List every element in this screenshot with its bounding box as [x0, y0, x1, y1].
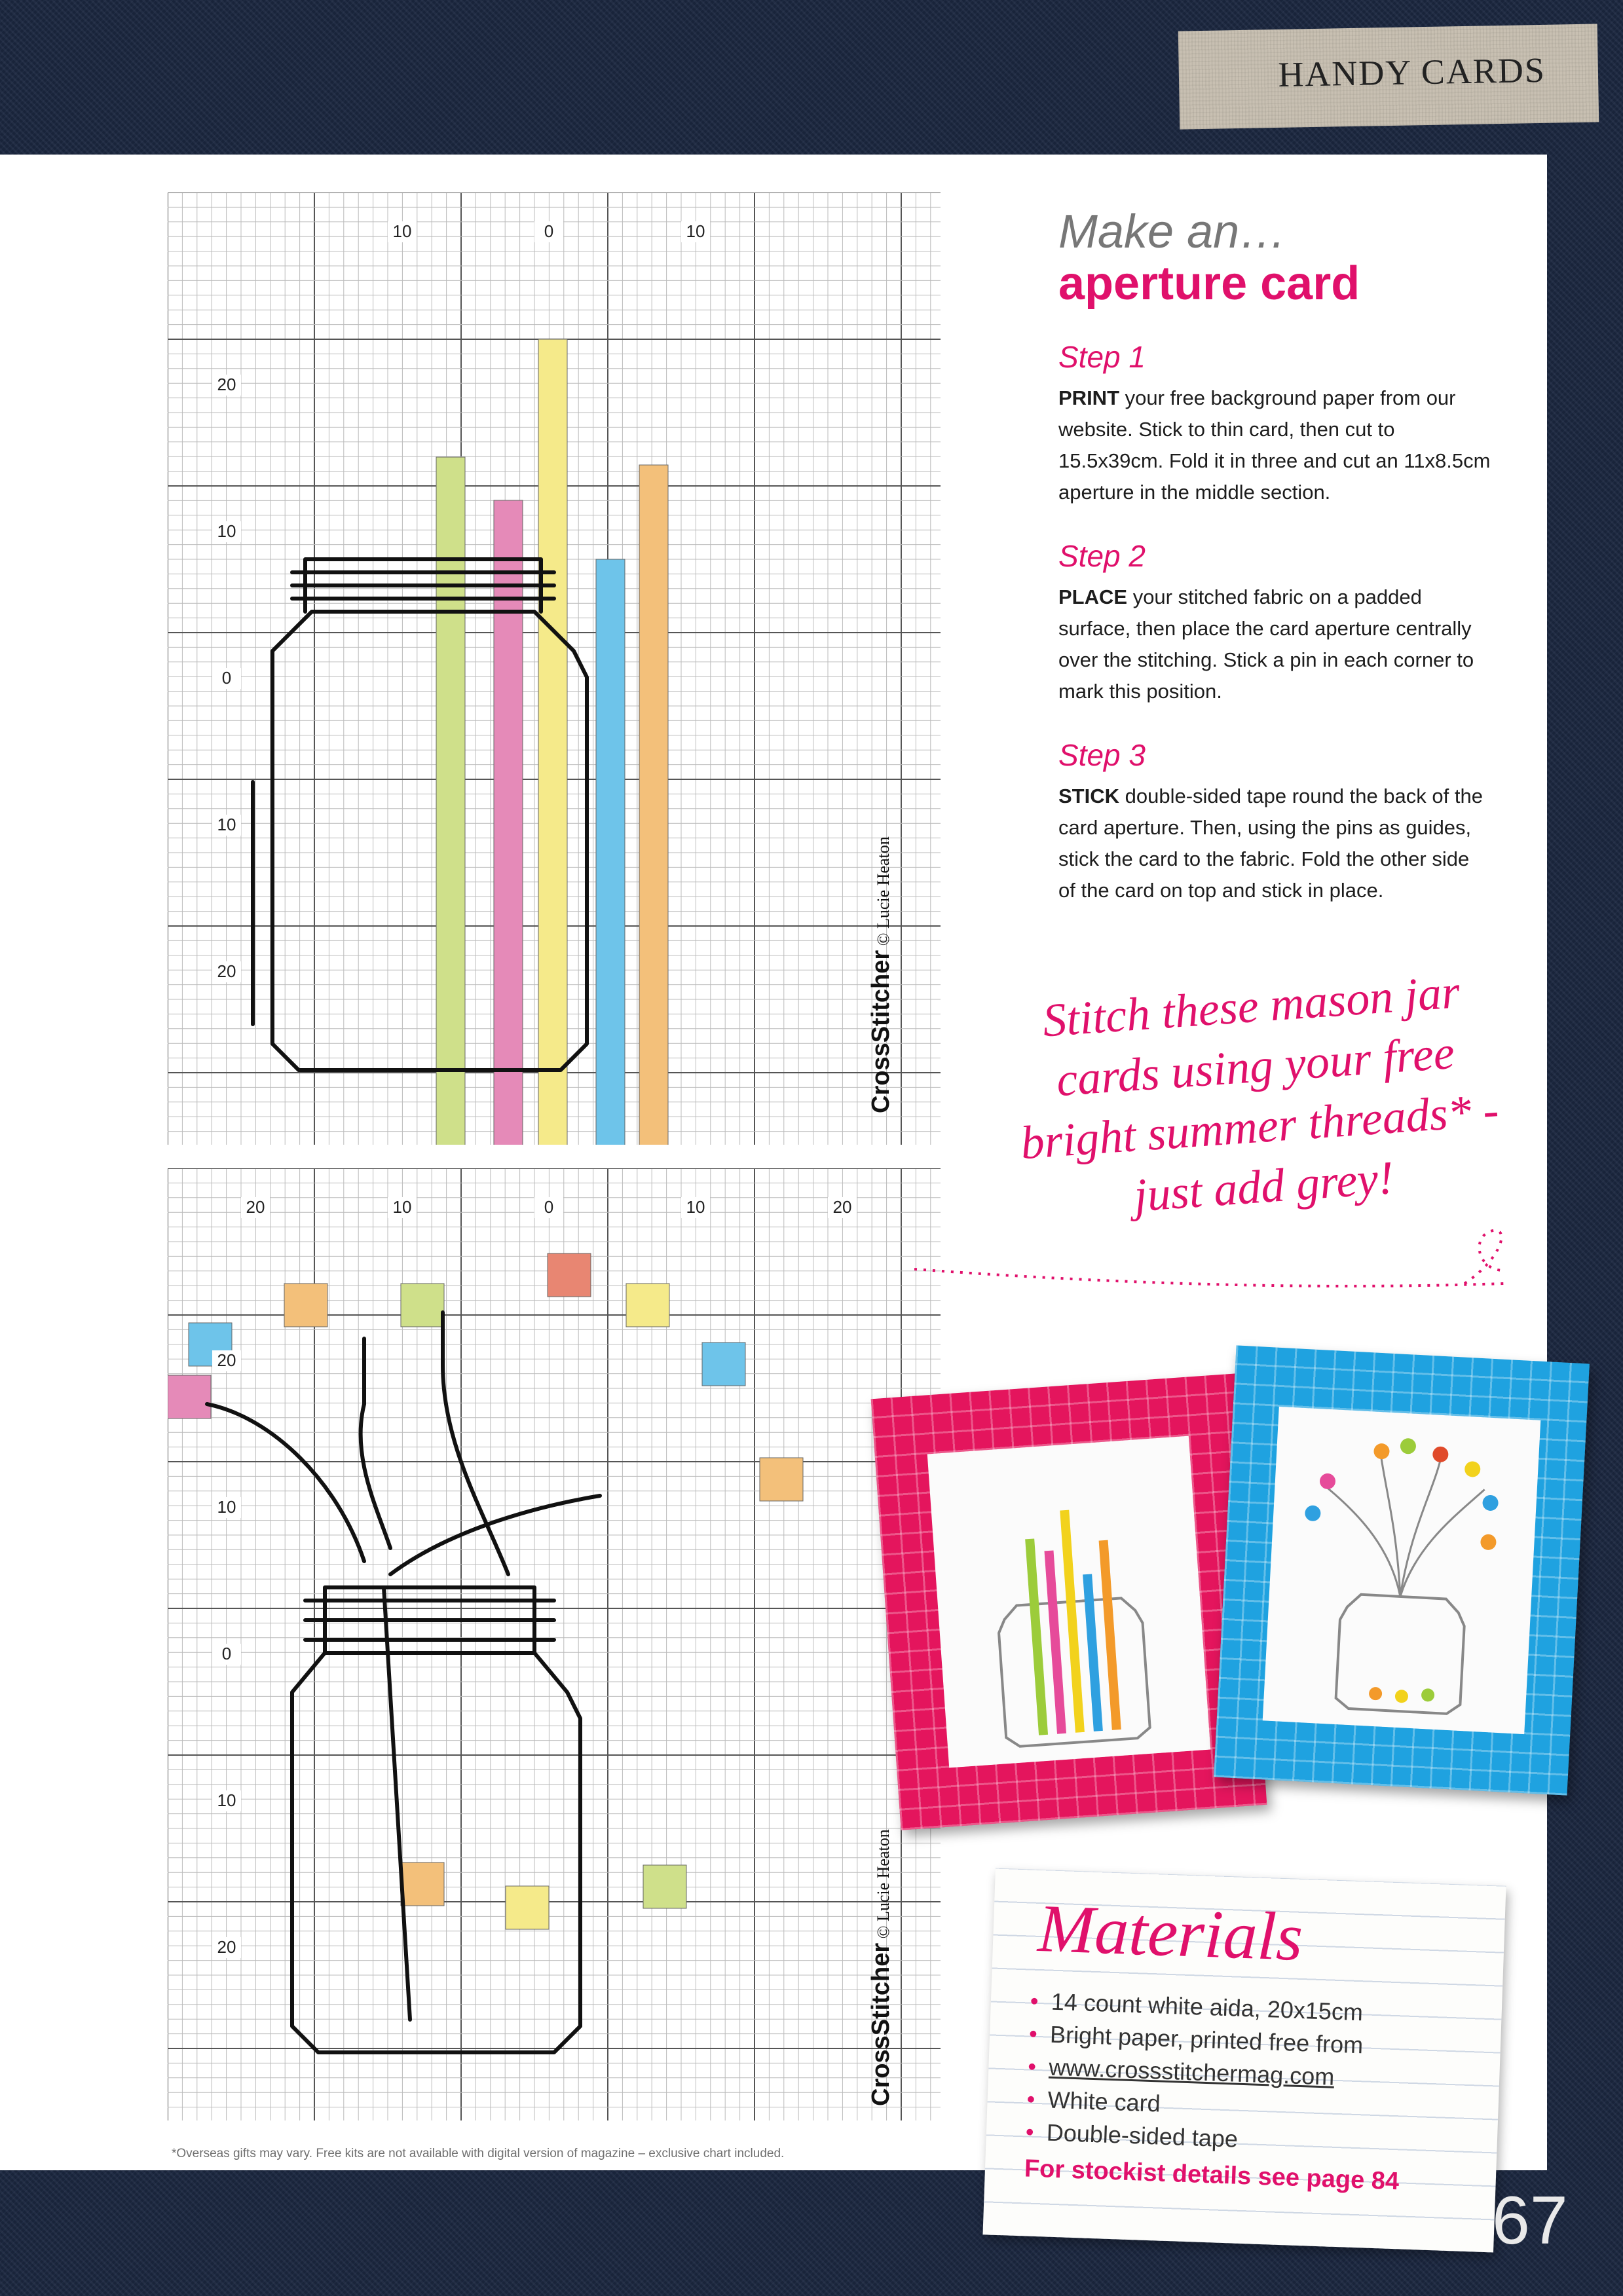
materials-title: Materials — [1036, 1890, 1305, 1975]
chart-tick-label: 10 — [686, 1197, 705, 1217]
flower-yellow — [626, 1284, 669, 1327]
photo-flower-stitching — [1263, 1407, 1541, 1734]
chart-grid-pencils — [168, 193, 941, 1145]
chart-tick-label: 0 — [544, 1197, 554, 1217]
chart2-credit-name: © Lucie Heaton — [874, 1829, 893, 1939]
step-3-heading: Step 3 — [1058, 737, 1146, 772]
flower-pink — [168, 1375, 211, 1418]
photo-flower-aperture — [1263, 1407, 1541, 1734]
pattern-chart-pencils — [168, 193, 941, 1145]
chart-tick-label: 0 — [544, 221, 554, 241]
chart-tick-label: 10 — [217, 815, 236, 834]
photo-pencil-card — [871, 1373, 1267, 1830]
section-label: HANDY CARDS — [1277, 50, 1546, 94]
footnote: *Overseas gifts may vary. Free kits are not available with digital version of magazine – exclusive chart included. — [172, 2147, 785, 2160]
dotted-thread-decoration — [914, 1218, 1517, 1303]
chart1-credit-name: © Lucie Heaton — [874, 836, 893, 946]
pencil-orange — [639, 465, 668, 1145]
photo-flower-card — [1214, 1345, 1590, 1795]
step-2-body: PLACE your stitched fabric on a padded surface, then place the card aperture centrally over the stitching. Stick a pin in each corner to mark this position. — [1058, 585, 1474, 703]
flower-orange-right — [760, 1458, 803, 1501]
fallen-flower-yellow — [506, 1886, 549, 1929]
stockist-link[interactable]: For stockist details see page 84 — [1024, 2155, 1400, 2196]
fallen-flower-green — [643, 1865, 686, 1908]
step-2-heading: Step 2 — [1058, 538, 1146, 573]
chart-tick-label: 10 — [217, 521, 236, 541]
chart-tick-label: 10 — [217, 1790, 236, 1810]
page-number: 67 — [1492, 2183, 1568, 2259]
step-2-keyword: PLACE — [1058, 585, 1128, 608]
section-tag — [1178, 24, 1599, 129]
step-1-body: PRINT your free background paper from our website. Stick to thin card, then cut to 15.5x39cm. Fold it in three and cut an 11x8.5cm aperture in the middle section. — [1058, 386, 1491, 504]
photo-pencil-stitching — [927, 1436, 1211, 1768]
chart-tick-label: 20 — [217, 1937, 236, 1957]
materials-item: • White card — [1026, 2083, 1362, 2127]
materials-link[interactable]: • www.crossstitchermag.com — [1028, 2050, 1363, 2094]
flower-green — [401, 1284, 444, 1327]
promo-handwritten-text: Stitch these mason jar cards using your free bright summer threads* - just add grey! — [1018, 965, 1501, 1222]
chart-tick-label: 20 — [832, 1197, 852, 1217]
flower-red — [548, 1253, 591, 1297]
make-an-heading: Make an… — [1058, 206, 1287, 258]
photo-pencil-aperture — [927, 1436, 1211, 1768]
chart-tick-label: 0 — [221, 1644, 232, 1663]
step-3-keyword: STICK — [1058, 784, 1119, 807]
chart-tick-label: 10 — [392, 1197, 412, 1217]
chart2-credit — [867, 1829, 895, 2106]
instructions — [1058, 208, 1491, 906]
step-1-heading: Step 1 — [1058, 339, 1146, 374]
chart-tick-label: 20 — [217, 375, 236, 394]
pencil-blue — [596, 559, 625, 1145]
flower-blue-right — [702, 1342, 745, 1386]
fallen-flower-orange — [401, 1862, 444, 1906]
chart-grid-flowers — [168, 1168, 941, 2120]
chart-tick-label: 20 — [217, 1350, 236, 1370]
pattern-chart-flowers — [168, 1168, 941, 2120]
materials-item: • Bright paper, printed free from — [1028, 2018, 1364, 2062]
chart-tick-label: 20 — [246, 1197, 265, 1217]
chart1-credit-brand: CrossStitcher — [867, 950, 895, 1113]
chart-tick-label: 20 — [217, 961, 236, 981]
chart1-credit — [867, 836, 895, 1113]
materials-list — [1025, 1985, 1365, 2160]
chart2-credit-brand: CrossStitcher — [867, 1942, 895, 2106]
chart-tick-label: 10 — [217, 1497, 236, 1517]
materials-note — [982, 1868, 1506, 2253]
chart-tick-label: 10 — [392, 221, 412, 241]
materials-item: • Double-sided tape — [1025, 2115, 1360, 2160]
pencil-yellow — [538, 339, 567, 1145]
chart-tick-label: 10 — [686, 221, 705, 241]
chart-tick-label: 0 — [221, 668, 232, 688]
step-1-keyword: PRINT — [1058, 386, 1119, 409]
step-3-body: STICK double-sided tape round the back of the card aperture. Then, using the pins as guides, stick the card to the fabric. Fold the other side of the card on top and stick in place. — [1058, 784, 1483, 902]
card-title: aperture card — [1058, 257, 1360, 310]
materials-item: • 14 count white aida, 20x15cm — [1030, 1985, 1365, 2029]
flower-orange — [284, 1284, 327, 1327]
